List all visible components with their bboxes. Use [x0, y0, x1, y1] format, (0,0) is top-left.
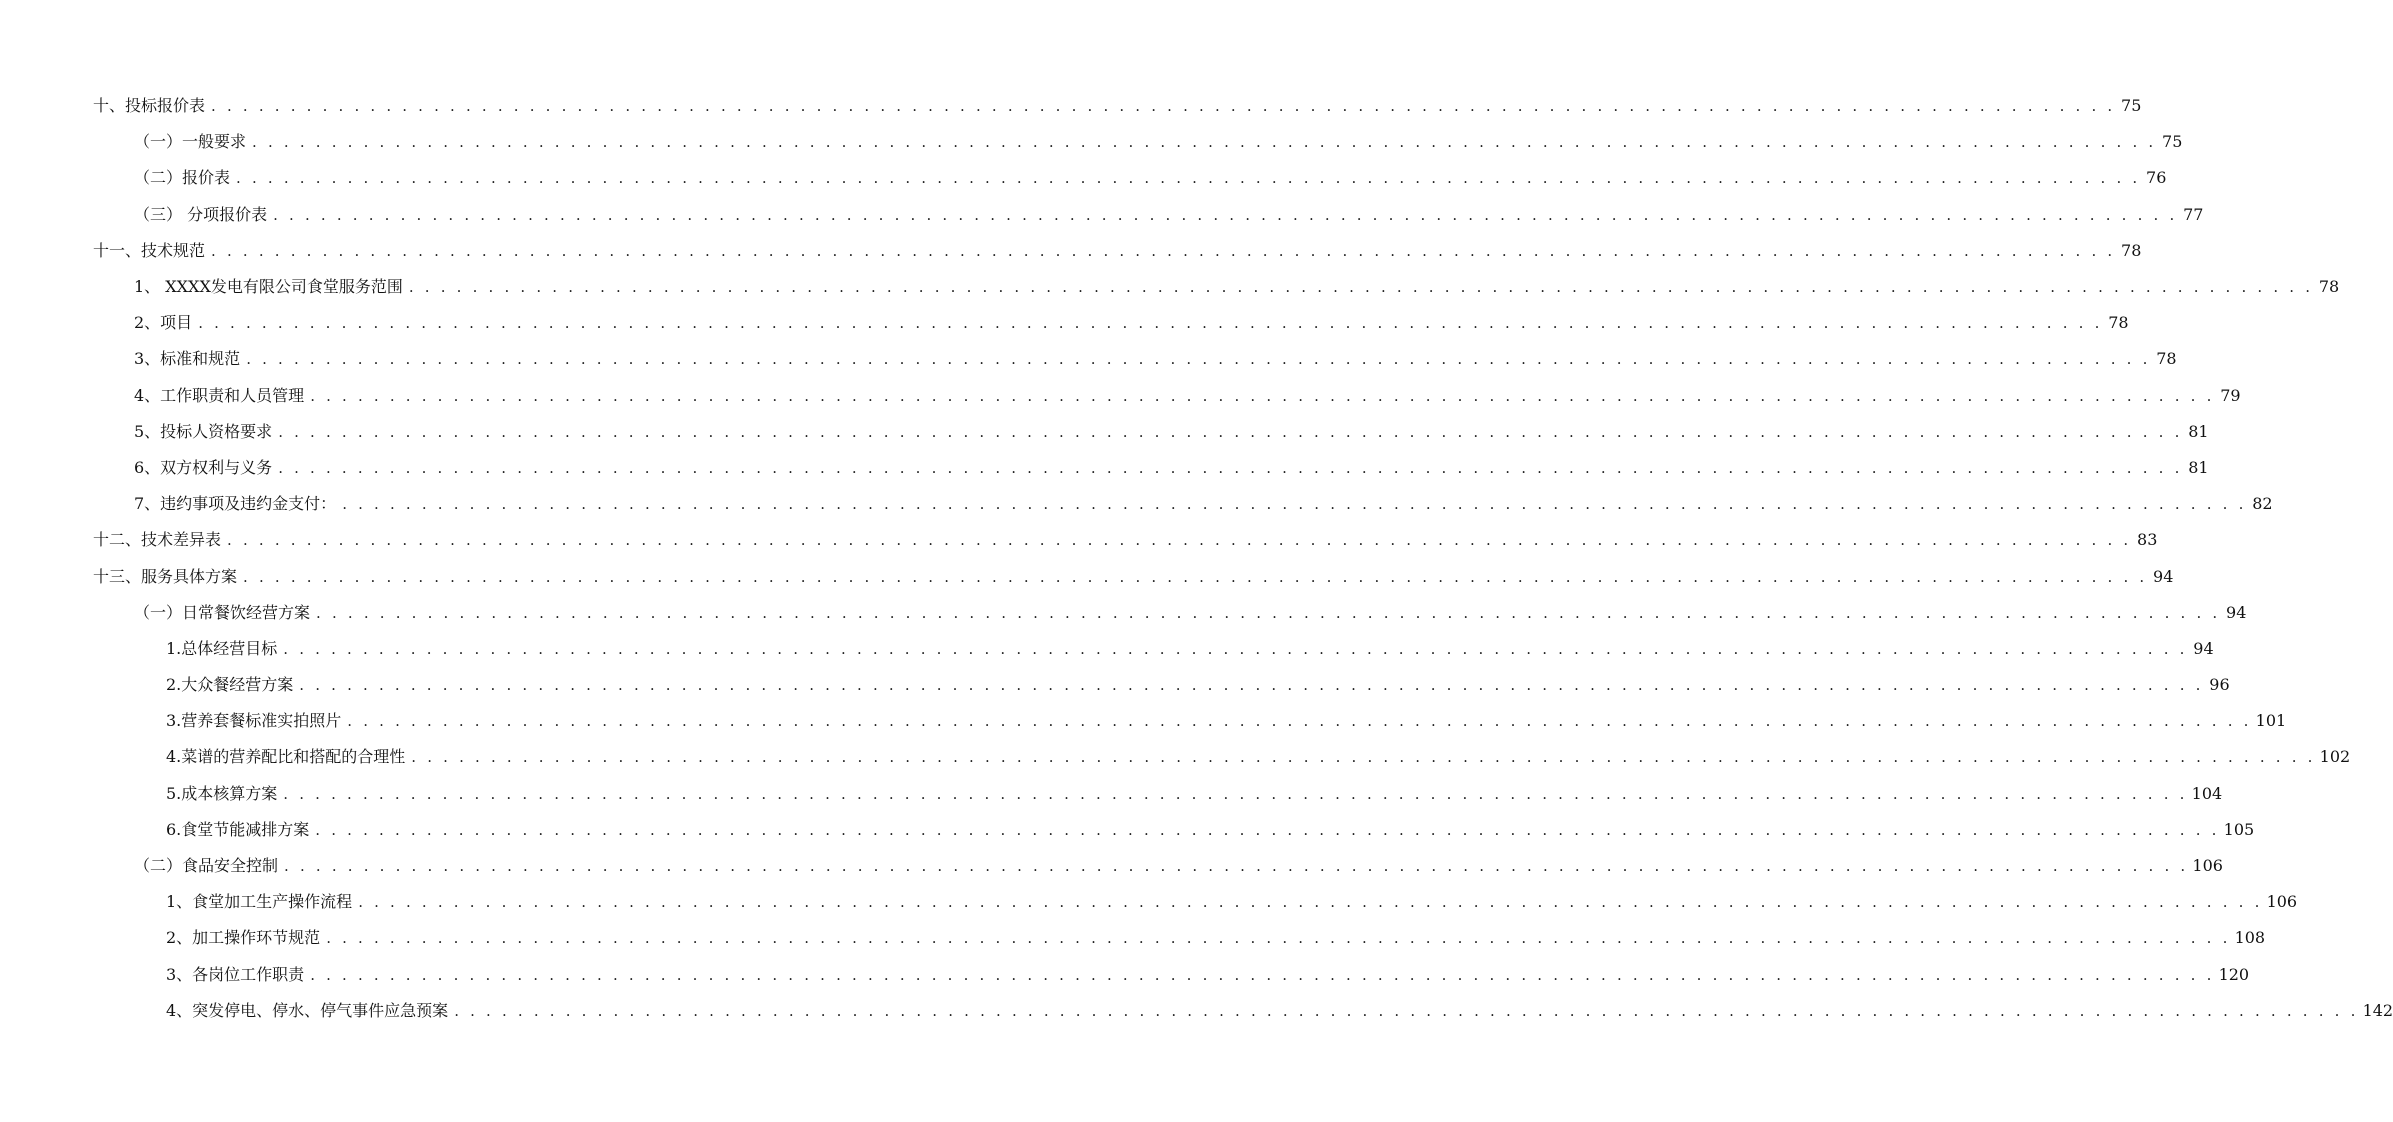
toc-entry-title: 7、违约事项及违约金支付： [134, 494, 337, 514]
toc-entry[interactable] [0, 776, 2223, 812]
toc-entry[interactable] [0, 848, 2223, 884]
toc-entry[interactable] [0, 957, 2250, 993]
toc-leader-dots: . . . . . . . . . . . . . . . . . . . . . . . . . . . . . . . . . . . . . . . . . . . . . . . . . . . . . . . . . . . . . . . . . . . . . . . . . . . . . . . . . . . . . . . . . . . . . . . . . . . . . . . . . . . . . . . . . . . . . . . . [243, 567, 2148, 586]
toc-leader-dots: . . . . . . . . . . . . . . . . . . . . . . . . . . . . . . . . . . . . . . . . . . . . . . . . . . . . . . . . . . . . . . . . . . . . . . . . . . . . . . . . . . . . . . . . . . . . . . . . . . . . . . . . . . . . . . . . . . . . . . . . [246, 350, 2151, 369]
toc-entry[interactable] [0, 595, 2247, 631]
toc-entry[interactable] [0, 739, 2351, 775]
toc-leader-dots: . . . . . . . . . . . . . . . . . . . . . . . . . . . . . . . . . . . . . . . . . . . . . . . . . . . . . . . . . . . . . . . . . . . . . . . . . . . . . . . . . . . . . . . . . . . . . . . . . . . . . . . . . . . . . . . . . . . . . . . . [411, 748, 2316, 767]
toc-leader-dots: . . . . . . . . . . . . . . . . . . . . . . . . . . . . . . . . . . . . . . . . . . . . . . . . . . . . . . . . . . . . . . . . . . . . . . . . . . . . . . . . . . . . . . . . . . . . . . . . . . . . . . . . . . . . . . . . . . . . . . . . [310, 386, 2215, 405]
toc-leader-dots: . . . . . . . . . . . . . . . . . . . . . . . . . . . . . . . . . . . . . . . . . . . . . . . . . . . . . . . . . . . . . . . . . . . . . . . . . . . . . . . . . . . . . . . . . . . . . . . . . . . . . . . . . . . . . . . . . . . . . . . . [211, 241, 2116, 260]
toc-entry[interactable] [0, 993, 2393, 1029]
toc-leader-dots: . . . . . . . . . . . . . . . . . . . . . . . . . . . . . . . . . . . . . . . . . . . . . . . . . . . . . . . . . . . . . . . . . . . . . . . . . . . . . . . . . . . . . . . . . . . . . . . . . . . . . . . . . . . . . . . . . . . . . . . . [198, 314, 2103, 333]
toc-page-number: 104 [2191, 783, 2223, 803]
toc-entry[interactable] [0, 305, 2129, 341]
toc-entry[interactable] [0, 450, 2209, 486]
toc-leader-dots: . . . . . . . . . . . . . . . . . . . . . . . . . . . . . . . . . . . . . . . . . . . . . . . . . . . . . . . . . . . . . . . . . . . . . . . . . . . . . . . . . . . . . . . . . . . . . . . . . . . . . . . . . . . . . . . . . . . . . . . . [299, 676, 2204, 695]
toc-entry-title: 1、 XXXX发电有限公司食堂服务范围 [134, 277, 403, 297]
toc-leader-dots: . . . . . . . . . . . . . . . . . . . . . . . . . . . . . . . . . . . . . . . . . . . . . . . . . . . . . . . . . . . . . . . . . . . . . . . . . . . . . . . . . . . . . . . . . . . . . . . . . . . . . . . . . . . . . . . . . . . . . . . . [211, 97, 2116, 116]
toc-entry[interactable] [0, 667, 2230, 703]
toc-entry-title: （二）食品安全控制 [134, 856, 279, 876]
toc-entry-title: 3、各岗位工作职责 [166, 964, 305, 984]
toc-page-number: 96 [2209, 675, 2230, 695]
toc-entry-title: 4、突发停电、停水、停气事件应急预案 [166, 1000, 449, 1020]
toc-entry-title: 4、工作职责和人员管理 [134, 385, 305, 405]
toc-page-number: 83 [2137, 530, 2158, 550]
toc-page-number: 94 [2193, 638, 2214, 658]
toc-entry-title: 十二、技术差异表 [93, 530, 222, 550]
toc-leader-dots: . . . . . . . . . . . . . . . . . . . . . . . . . . . . . . . . . . . . . . . . . . . . . . . . . . . . . . . . . . . . . . . . . . . . . . . . . . . . . . . . . . . . . . . . . . . . . . . . . . . . . . . . . . . . . . . . . . . . . . . . [283, 639, 2188, 658]
toc-page-number: 78 [2121, 240, 2142, 260]
toc-page-number: 81 [2188, 421, 2209, 441]
toc-page-number: 94 [2153, 566, 2174, 586]
toc-entry-title: 1、食堂加工生产操作流程 [166, 892, 353, 912]
toc-entry[interactable] [0, 884, 2298, 920]
toc-entry-title: 十、投标报价表 [93, 96, 206, 116]
toc-leader-dots: . . . . . . . . . . . . . . . . . . . . . . . . . . . . . . . . . . . . . . . . . . . . . . . . . . . . . . . . . . . . . . . . . . . . . . . . . . . . . . . . . . . . . . . . . . . . . . . . . . . . . . . . . . . . . . . . . . . . . . . . [347, 712, 2252, 731]
toc-entry-title: 5.成本核算方案 [166, 783, 278, 803]
toc-entry[interactable] [0, 197, 2204, 233]
toc-page-number: 81 [2188, 457, 2209, 477]
toc-page-number: 82 [2252, 494, 2273, 514]
toc-leader-dots: . . . . . . . . . . . . . . . . . . . . . . . . . . . . . . . . . . . . . . . . . . . . . . . . . . . . . . . . . . . . . . . . . . . . . . . . . . . . . . . . . . . . . . . . . . . . . . . . . . . . . . . . . . . . . . . . . . . . . . . . [278, 422, 2183, 441]
toc-leader-dots: . . . . . . . . . . . . . . . . . . . . . . . . . . . . . . . . . . . . . . . . . . . . . . . . . . . . . . . . . . . . . . . . . . . . . . . . . . . . . . . . . . . . . . . . . . . . . . . . . . . . . . . . . . . . . . . . . . . . . . . . [408, 278, 2314, 297]
toc-entry[interactable] [0, 269, 2340, 305]
toc-entry[interactable] [0, 703, 2287, 739]
toc-entry-title: 1.总体经营目标 [166, 638, 278, 658]
toc-entry[interactable] [0, 88, 2142, 124]
toc-page-number: 108 [2234, 928, 2266, 948]
toc-page-number: 142 [2362, 1000, 2393, 1020]
toc-entry-title: 2.大众餐经营方案 [166, 675, 294, 695]
toc-page-number: 78 [2108, 313, 2129, 333]
toc-page-number: 101 [2255, 711, 2287, 731]
toc-page-number: 106 [2192, 856, 2223, 876]
toc-entry-title: 4.菜谱的营养配比和搭配的合理性 [166, 747, 406, 767]
toc-entry-title: 2、加工操作环节规范 [166, 928, 321, 948]
toc-entry-title: （一）日常餐饮经营方案 [134, 602, 311, 622]
toc-leader-dots: . . . . . . . . . . . . . . . . . . . . . . . . . . . . . . . . . . . . . . . . . . . . . . . . . . . . . . . . . . . . . . . . . . . . . . . . . . . . . . . . . . . . . . . . . . . . . . . . . . . . . . . . . . . . . . . . . . . . . . . . [342, 495, 2247, 514]
toc-entry-title: 2、项目 [134, 313, 193, 333]
toc-entry-title: （三） 分项报价表 [134, 204, 268, 224]
toc-entry-title: （二）报价表 [134, 168, 231, 188]
toc-entry[interactable] [0, 631, 2214, 667]
toc-entry[interactable] [0, 558, 2174, 594]
toc-entry[interactable] [0, 486, 2273, 522]
table-of-contents [0, 88, 2393, 1029]
toc-page-number: 76 [2146, 168, 2167, 188]
toc-entry-title: 十三、服务具体方案 [93, 566, 238, 586]
toc-leader-dots: . . . . . . . . . . . . . . . . . . . . . . . . . . . . . . . . . . . . . . . . . . . . . . . . . . . . . . . . . . . . . . . . . . . . . . . . . . . . . . . . . . . . . . . . . . . . . . . . . . . . . . . . . . . . . . . . . . . . . . . . [454, 1001, 2359, 1020]
toc-entry[interactable] [0, 341, 2177, 377]
toc-page-number: 75 [2121, 96, 2142, 116]
toc-entry-title: 3.营养套餐标准实拍照片 [166, 711, 342, 731]
toc-entry[interactable] [0, 522, 2158, 558]
toc-page-number: 120 [2218, 964, 2250, 984]
toc-leader-dots: . . . . . . . . . . . . . . . . . . . . . . . . . . . . . . . . . . . . . . . . . . . . . . . . . . . . . . . . . . . . . . . . . . . . . . . . . . . . . . . . . . . . . . . . . . . . . . . . . . . . . . . . . . . . . . . . . . . . . . . . [227, 531, 2132, 550]
toc-page-number: 102 [2319, 747, 2351, 767]
toc-entry-title: 6.食堂节能减排方案 [166, 819, 310, 839]
toc-entry[interactable] [0, 160, 2167, 196]
toc-entry-title: 十一、技术规范 [93, 240, 206, 260]
toc-leader-dots: . . . . . . . . . . . . . . . . . . . . . . . . . . . . . . . . . . . . . . . . . . . . . . . . . . . . . . . . . . . . . . . . . . . . . . . . . . . . . . . . . . . . . . . . . . . . . . . . . . . . . . . . . . . . . . . . . . . . . . . . [278, 458, 2183, 477]
toc-page-number: 79 [2220, 385, 2241, 405]
toc-entry-title: 3、标准和规范 [134, 349, 241, 369]
toc-page-number: 78 [2318, 277, 2340, 297]
toc-entry[interactable] [0, 812, 2255, 848]
toc-entry[interactable] [0, 233, 2142, 269]
toc-page-number: 106 [2266, 892, 2298, 912]
toc-leader-dots: . . . . . . . . . . . . . . . . . . . . . . . . . . . . . . . . . . . . . . . . . . . . . . . . . . . . . . . . . . . . . . . . . . . . . . . . . . . . . . . . . . . . . . . . . . . . . . . . . . . . . . . . . . . . . . . . . . . . . . . . [310, 965, 2215, 984]
toc-page-number: 78 [2156, 349, 2177, 369]
toc-page-number: 94 [2226, 602, 2247, 622]
toc-page-number: 75 [2162, 132, 2183, 152]
toc-leader-dots: . . . . . . . . . . . . . . . . . . . . . . . . . . . . . . . . . . . . . . . . . . . . . . . . . . . . . . . . . . . . . . . . . . . . . . . . . . . . . . . . . . . . . . . . . . . . . . . . . . . . . . . . . . . . . . . . . . . . . . . . [252, 133, 2157, 152]
toc-leader-dots: . . . . . . . . . . . . . . . . . . . . . . . . . . . . . . . . . . . . . . . . . . . . . . . . . . . . . . . . . . . . . . . . . . . . . . . . . . . . . . . . . . . . . . . . . . . . . . . . . . . . . . . . . . . . . . . . . . . . . . . . [283, 784, 2188, 803]
toc-leader-dots: . . . . . . . . . . . . . . . . . . . . . . . . . . . . . . . . . . . . . . . . . . . . . . . . . . . . . . . . . . . . . . . . . . . . . . . . . . . . . . . . . . . . . . . . . . . . . . . . . . . . . . . . . . . . . . . . . . . . . . . . [236, 169, 2141, 188]
toc-entry-title: 5、投标人资格要求 [134, 421, 273, 441]
toc-page-number: 105 [2223, 819, 2255, 839]
toc-leader-dots: . . . . . . . . . . . . . . . . . . . . . . . . . . . . . . . . . . . . . . . . . . . . . . . . . . . . . . . . . . . . . . . . . . . . . . . . . . . . . . . . . . . . . . . . . . . . . . . . . . . . . . . . . . . . . . . . . . . . . . . . [326, 929, 2231, 948]
toc-entry-title: 6、双方权利与义务 [134, 457, 273, 477]
toc-entry[interactable] [0, 414, 2209, 450]
toc-leader-dots: . . . . . . . . . . . . . . . . . . . . . . . . . . . . . . . . . . . . . . . . . . . . . . . . . . . . . . . . . . . . . . . . . . . . . . . . . . . . . . . . . . . . . . . . . . . . . . . . . . . . . . . . . . . . . . . . . . . . . . . . [315, 820, 2220, 839]
toc-page-number: 77 [2183, 204, 2204, 224]
toc-leader-dots: . . . . . . . . . . . . . . . . . . . . . . . . . . . . . . . . . . . . . . . . . . . . . . . . . . . . . . . . . . . . . . . . . . . . . . . . . . . . . . . . . . . . . . . . . . . . . . . . . . . . . . . . . . . . . . . . . . . . . . . . [316, 603, 2221, 622]
toc-entry-title: （一）一般要求 [134, 132, 247, 152]
toc-entry[interactable] [0, 124, 2183, 160]
toc-leader-dots: . . . . . . . . . . . . . . . . . . . . . . . . . . . . . . . . . . . . . . . . . . . . . . . . . . . . . . . . . . . . . . . . . . . . . . . . . . . . . . . . . . . . . . . . . . . . . . . . . . . . . . . . . . . . . . . . . . . . . . . . [358, 893, 2263, 912]
toc-leader-dots: . . . . . . . . . . . . . . . . . . . . . . . . . . . . . . . . . . . . . . . . . . . . . . . . . . . . . . . . . . . . . . . . . . . . . . . . . . . . . . . . . . . . . . . . . . . . . . . . . . . . . . . . . . . . . . . . . . . . . . . . [284, 857, 2189, 876]
toc-entry[interactable] [0, 378, 2241, 414]
toc-leader-dots: . . . . . . . . . . . . . . . . . . . . . . . . . . . . . . . . . . . . . . . . . . . . . . . . . . . . . . . . . . . . . . . . . . . . . . . . . . . . . . . . . . . . . . . . . . . . . . . . . . . . . . . . . . . . . . . . . . . . . . . . [273, 205, 2178, 224]
toc-entry[interactable] [0, 920, 2266, 956]
